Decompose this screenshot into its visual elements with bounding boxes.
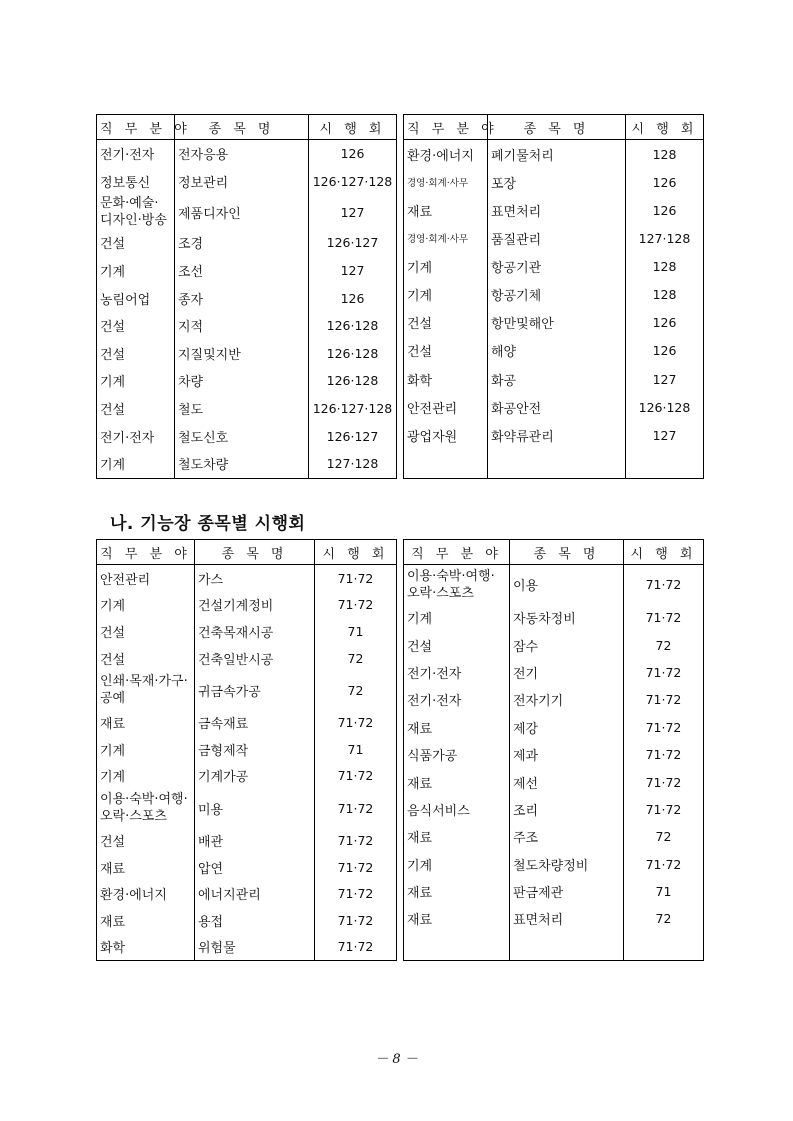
field-cell: 기계 xyxy=(97,763,195,790)
field-cell: 화학 xyxy=(97,934,195,961)
table-row xyxy=(404,337,704,365)
field-cell: 전기·전자 xyxy=(97,140,175,168)
field-cell: 전기·전자 xyxy=(97,422,175,450)
round-cell: 71·72 xyxy=(624,604,704,631)
item-cell: 포장 xyxy=(488,168,626,196)
field-cell: 광업자원 xyxy=(404,421,488,449)
round-cell: 71·72 xyxy=(624,714,704,741)
item-cell: 전자기기 xyxy=(510,686,624,713)
field-cell: 이용·숙박·여행·오락·스포츠 xyxy=(97,789,195,827)
table-row xyxy=(97,565,397,592)
round-cell: 127 xyxy=(626,421,704,449)
table-row xyxy=(97,709,397,736)
round-cell: 126 xyxy=(626,309,704,337)
field-cell: 건설 xyxy=(97,827,195,854)
table-row xyxy=(404,851,704,878)
field-cell: 음식서비스 xyxy=(404,796,510,823)
table-row xyxy=(404,714,704,741)
table-row xyxy=(97,736,397,763)
item-cell: 제강 xyxy=(510,714,624,741)
item-cell: 전자응용 xyxy=(175,140,309,168)
header-field: 직 무 분 야 xyxy=(404,540,510,565)
table-row xyxy=(404,632,704,659)
item-cell: 조리 xyxy=(510,796,624,823)
item-cell: 건설기계정비 xyxy=(195,592,315,619)
field-cell: 안전관리 xyxy=(97,565,195,592)
round-cell: 126 xyxy=(626,168,704,196)
field-cell: 식품가공 xyxy=(404,741,510,768)
item-cell: 품질관리 xyxy=(488,224,626,252)
table-row xyxy=(97,763,397,790)
table-row xyxy=(97,195,397,229)
field-cell: 건설 xyxy=(404,309,488,337)
table-row xyxy=(97,934,397,961)
round-cell: 127·128 xyxy=(309,450,397,478)
round-cell: 126·128 xyxy=(626,393,704,421)
field-cell: 전기·전자 xyxy=(404,686,510,713)
item-cell: 철도신호 xyxy=(175,422,309,450)
field-cell: 기계 xyxy=(97,450,175,478)
table-row xyxy=(404,604,704,631)
item-cell: 표면처리 xyxy=(488,196,626,224)
round-cell: 72 xyxy=(624,632,704,659)
table-row xyxy=(97,789,397,827)
header-round: 시 행 회 xyxy=(624,540,704,565)
table-row xyxy=(404,768,704,795)
header-item: 종 목 명 xyxy=(175,115,309,140)
item-cell: 위험물 xyxy=(195,934,315,961)
round-cell: 71·72 xyxy=(315,907,397,934)
table-row xyxy=(404,565,704,605)
header-item: 종 목 명 xyxy=(488,115,626,140)
round-cell: 71·72 xyxy=(315,827,397,854)
table-row xyxy=(97,450,397,478)
table-bottom-right xyxy=(403,539,704,961)
field-cell: 기계 xyxy=(97,367,175,395)
table-row xyxy=(97,854,397,881)
field-cell: 재료 xyxy=(404,905,510,932)
table-row xyxy=(97,422,397,450)
item-cell: 철도 xyxy=(175,395,309,423)
round-cell: 126 xyxy=(626,196,704,224)
round-cell: 72 xyxy=(315,671,397,709)
table-row xyxy=(404,140,704,169)
field-cell: 건설 xyxy=(97,618,195,645)
item-cell: 건축일반시공 xyxy=(195,645,315,672)
item-cell: 판금제관 xyxy=(510,878,624,905)
item-cell: 용접 xyxy=(195,907,315,934)
item-cell: 지적 xyxy=(175,312,309,340)
table-row xyxy=(404,253,704,281)
field-cell xyxy=(404,449,488,478)
table-bottom-left xyxy=(96,539,397,961)
item-cell: 배관 xyxy=(195,827,315,854)
header-item: 종 목 명 xyxy=(510,540,624,565)
table-row xyxy=(97,671,397,709)
item-cell: 조경 xyxy=(175,229,309,257)
field-cell: 인쇄·목재·가구·공예 xyxy=(97,671,195,709)
round-cell: 126 xyxy=(309,140,397,168)
round-cell: 127·128 xyxy=(626,224,704,252)
field-cell: 기계 xyxy=(404,253,488,281)
round-cell: 126·128 xyxy=(309,312,397,340)
round-cell: 126 xyxy=(309,284,397,312)
table-row xyxy=(404,933,704,961)
field-cell: 재료 xyxy=(404,768,510,795)
item-cell: 철도차량 xyxy=(175,450,309,478)
field-cell: 농림어업 xyxy=(97,284,175,312)
round-cell: 71·72 xyxy=(315,709,397,736)
table-row xyxy=(97,312,397,340)
table-row xyxy=(97,340,397,368)
field-cell: 건설 xyxy=(97,645,195,672)
field-cell: 정보통신 xyxy=(97,168,175,196)
round-cell: 71·72 xyxy=(624,851,704,878)
item-cell: 차량 xyxy=(175,367,309,395)
header-field: 직 무 분 야 xyxy=(97,115,175,140)
round-cell: 71·72 xyxy=(315,592,397,619)
item-cell: 항공기관 xyxy=(488,253,626,281)
item-cell: 기계가공 xyxy=(195,763,315,790)
table-row xyxy=(404,196,704,224)
field-cell: 안전관리 xyxy=(404,393,488,421)
round-cell: 71·72 xyxy=(315,789,397,827)
item-cell: 주조 xyxy=(510,823,624,850)
table-top-left xyxy=(96,114,397,479)
round-cell: 128 xyxy=(626,281,704,309)
item-cell: 자동차정비 xyxy=(510,604,624,631)
round-cell xyxy=(624,933,704,961)
table-row xyxy=(404,878,704,905)
header-field: 직 무 분 야 xyxy=(404,115,488,140)
header-field: 직 무 분 야 xyxy=(97,540,195,565)
table-row xyxy=(404,741,704,768)
round-cell: 126·128 xyxy=(309,367,397,395)
field-cell: 환경·에너지 xyxy=(404,140,488,169)
header-item: 종 목 명 xyxy=(195,540,315,565)
table-row xyxy=(404,168,704,196)
page-number: － 8 － xyxy=(375,1052,418,1067)
table-row xyxy=(404,686,704,713)
round-cell: 126·127·128 xyxy=(309,168,397,196)
round-cell: 71 xyxy=(315,736,397,763)
item-cell: 표면처리 xyxy=(510,905,624,932)
round-cell: 72 xyxy=(624,905,704,932)
field-cell: 재료 xyxy=(97,907,195,934)
table-row xyxy=(404,796,704,823)
item-cell: 화약류관리 xyxy=(488,421,626,449)
table-row xyxy=(97,395,397,423)
header-round: 시 행 회 xyxy=(626,115,704,140)
table-top-right xyxy=(403,114,704,479)
item-cell xyxy=(488,449,626,478)
table-body xyxy=(97,565,397,961)
field-cell: 이용·숙박·여행·오락·스포츠 xyxy=(404,565,510,605)
round-cell: 71·72 xyxy=(315,854,397,881)
table-row xyxy=(97,140,397,168)
table-row xyxy=(404,449,704,478)
field-cell: 문화·예술·디자인·방송 xyxy=(97,195,175,229)
table-row xyxy=(97,645,397,672)
table-row xyxy=(404,905,704,932)
table-body xyxy=(97,140,397,479)
round-cell: 71·72 xyxy=(624,796,704,823)
item-cell: 항공기체 xyxy=(488,281,626,309)
item-cell: 제선 xyxy=(510,768,624,795)
item-cell: 철도차량정비 xyxy=(510,851,624,878)
field-cell: 화학 xyxy=(404,365,488,393)
round-cell: 71·72 xyxy=(315,880,397,907)
field-cell: 기계 xyxy=(404,851,510,878)
item-cell: 종자 xyxy=(175,284,309,312)
field-cell: 기계 xyxy=(97,257,175,285)
field-cell: 경영·회계·사무 xyxy=(404,168,488,196)
field-cell: 기계 xyxy=(404,604,510,631)
table-row xyxy=(97,907,397,934)
item-cell: 압연 xyxy=(195,854,315,881)
item-cell: 금속재료 xyxy=(195,709,315,736)
table-row xyxy=(97,880,397,907)
item-cell: 조선 xyxy=(175,257,309,285)
table-body xyxy=(404,140,704,479)
item-cell: 귀금속가공 xyxy=(195,671,315,709)
item-cell: 화공안전 xyxy=(488,393,626,421)
table-row xyxy=(97,592,397,619)
table-row xyxy=(97,168,397,196)
item-cell xyxy=(510,933,624,961)
field-cell: 재료 xyxy=(97,854,195,881)
item-cell: 잠수 xyxy=(510,632,624,659)
field-cell: 기계 xyxy=(97,736,195,763)
round-cell: 71·72 xyxy=(624,741,704,768)
round-cell: 126·127·128 xyxy=(309,395,397,423)
table-row xyxy=(404,281,704,309)
bottom-tables xyxy=(96,539,703,961)
item-cell: 항만및해안 xyxy=(488,309,626,337)
table-row xyxy=(404,393,704,421)
round-cell: 126·127 xyxy=(309,229,397,257)
item-cell: 제품디자인 xyxy=(175,195,309,229)
field-cell: 기계 xyxy=(97,592,195,619)
item-cell: 전기 xyxy=(510,659,624,686)
table-row xyxy=(404,309,704,337)
field-cell: 경영·회계·사무 xyxy=(404,224,488,252)
field-cell: 환경·에너지 xyxy=(97,880,195,907)
round-cell: 128 xyxy=(626,140,704,169)
field-cell: 기계 xyxy=(404,281,488,309)
item-cell: 화공 xyxy=(488,365,626,393)
round-cell: 71·72 xyxy=(624,686,704,713)
item-cell: 폐기물처리 xyxy=(488,140,626,169)
table-row xyxy=(97,367,397,395)
table-row xyxy=(404,365,704,393)
round-cell: 126·127 xyxy=(309,422,397,450)
table-row xyxy=(404,659,704,686)
item-cell: 제과 xyxy=(510,741,624,768)
table-row xyxy=(97,257,397,285)
item-cell: 가스 xyxy=(195,565,315,592)
round-cell: 72 xyxy=(315,645,397,672)
table-row xyxy=(404,823,704,850)
field-cell: 건설 xyxy=(97,340,175,368)
round-cell: 71·72 xyxy=(315,565,397,592)
round-cell: 71·72 xyxy=(315,763,397,790)
round-cell: 126·128 xyxy=(309,340,397,368)
table-row xyxy=(97,827,397,854)
field-cell: 재료 xyxy=(404,878,510,905)
item-cell: 미용 xyxy=(195,789,315,827)
item-cell: 에너지관리 xyxy=(195,880,315,907)
table-body xyxy=(404,565,704,961)
round-cell: 71 xyxy=(624,878,704,905)
header-round: 시 행 회 xyxy=(315,540,397,565)
field-cell: 재료 xyxy=(404,196,488,224)
field-cell: 건설 xyxy=(97,312,175,340)
round-cell: 71·72 xyxy=(624,659,704,686)
table-row xyxy=(97,284,397,312)
round-cell: 72 xyxy=(624,823,704,850)
round-cell: 127 xyxy=(309,257,397,285)
round-cell: 128 xyxy=(626,253,704,281)
table-row xyxy=(97,618,397,645)
field-cell: 건설 xyxy=(97,395,175,423)
table-row xyxy=(97,229,397,257)
field-cell: 전기·전자 xyxy=(404,659,510,686)
header-round: 시 행 회 xyxy=(309,115,397,140)
round-cell: 126 xyxy=(626,337,704,365)
table-row xyxy=(404,224,704,252)
item-cell: 금형제작 xyxy=(195,736,315,763)
field-cell: 재료 xyxy=(404,714,510,741)
item-cell: 지질및지반 xyxy=(175,340,309,368)
item-cell: 이용 xyxy=(510,565,624,605)
round-cell xyxy=(626,449,704,478)
section-title: 나. 기능장 종목별 시행회 xyxy=(110,514,306,534)
item-cell: 정보관리 xyxy=(175,168,309,196)
round-cell: 127 xyxy=(626,365,704,393)
field-cell: 재료 xyxy=(404,823,510,850)
table-row xyxy=(404,421,704,449)
round-cell: 71·72 xyxy=(624,768,704,795)
top-tables xyxy=(96,114,703,479)
field-cell: 건설 xyxy=(404,632,510,659)
item-cell: 해양 xyxy=(488,337,626,365)
field-cell: 재료 xyxy=(97,709,195,736)
round-cell: 71 xyxy=(315,618,397,645)
round-cell: 71·72 xyxy=(315,934,397,961)
field-cell: 건설 xyxy=(97,229,175,257)
round-cell: 71·72 xyxy=(624,565,704,605)
field-cell xyxy=(404,933,510,961)
round-cell: 127 xyxy=(309,195,397,229)
field-cell: 건설 xyxy=(404,337,488,365)
item-cell: 건축목재시공 xyxy=(195,618,315,645)
